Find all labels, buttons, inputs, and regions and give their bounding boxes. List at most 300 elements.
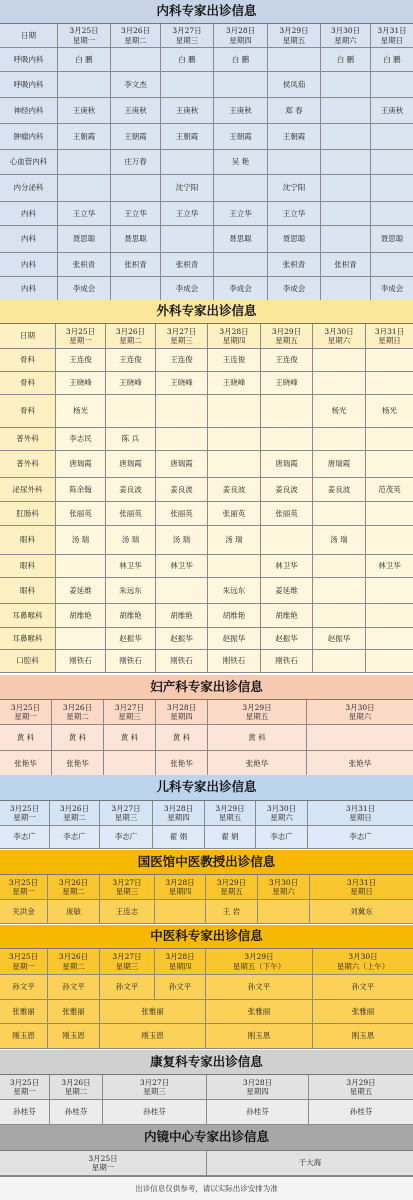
date-label: 3月27日 bbox=[111, 803, 141, 813]
cell-text: 王立华 bbox=[282, 208, 306, 218]
weekday-label: 星期五 bbox=[275, 336, 298, 345]
date-label: 日期 bbox=[20, 331, 35, 341]
department-cell bbox=[0, 48, 58, 72]
date-label: 3月27日 bbox=[172, 26, 202, 36]
doctor-cell bbox=[106, 478, 156, 502]
doctor-cell bbox=[58, 48, 111, 72]
doctor-cell bbox=[100, 975, 155, 1000]
schedule-table bbox=[0, 801, 413, 849]
doctor-cell bbox=[214, 48, 268, 72]
cell-text: 王庚秋 bbox=[380, 105, 404, 115]
department-cell bbox=[0, 202, 58, 226]
date-header-cell bbox=[366, 324, 413, 349]
date-header-cell bbox=[261, 324, 313, 349]
doctor-cell bbox=[313, 578, 366, 604]
weekday-label: 星期四 bbox=[229, 35, 252, 45]
section-zhongyike bbox=[0, 925, 413, 1049]
cell-text: 肿瘤内科 bbox=[13, 131, 44, 141]
cell-text: 关洪金 bbox=[12, 906, 35, 916]
department-cell bbox=[0, 428, 56, 451]
date-label: 3月25日 bbox=[8, 877, 39, 887]
cell-text: 内科 bbox=[21, 259, 36, 269]
doctor-cell bbox=[207, 1100, 309, 1125]
cell-text: 耳鼻喉科 bbox=[12, 610, 43, 620]
date-label: 3月29日 bbox=[346, 1077, 376, 1087]
doctor-cell bbox=[52, 725, 104, 751]
date-label: 3月27日 bbox=[166, 326, 197, 336]
doctor-cell bbox=[156, 578, 208, 604]
doctor-cell bbox=[207, 1151, 413, 1176]
date-label: 3月28日 bbox=[242, 1077, 273, 1087]
cell-text: 唐瑞霞 bbox=[69, 459, 92, 469]
weekday-label: 星期三 bbox=[170, 336, 193, 345]
weekday-label: 星期二 bbox=[62, 887, 85, 896]
cell-text: 聂思聪 bbox=[380, 234, 404, 244]
cell-text: 李成会 bbox=[175, 284, 199, 294]
date-header-cell bbox=[0, 324, 56, 349]
weekday-label: 星期六 bbox=[270, 813, 293, 822]
schedule-table bbox=[0, 875, 413, 924]
cell-text: 孙文平 bbox=[247, 982, 271, 992]
section-guoyiguan bbox=[0, 850, 413, 924]
doctor-cell bbox=[58, 72, 111, 98]
doctor-cell bbox=[268, 175, 321, 202]
cell-text: 呼吸内科 bbox=[13, 79, 44, 89]
weekday-label: 星期一 bbox=[13, 1087, 36, 1096]
cell-text: 内科 bbox=[21, 284, 36, 294]
weekday-label: 星期一 bbox=[69, 336, 92, 345]
date-header-cell bbox=[50, 801, 100, 826]
cell-text: 张雅丽 bbox=[141, 1006, 164, 1016]
doctor-cell bbox=[261, 526, 313, 555]
section-title: 儿科专家出诊信息 bbox=[0, 775, 413, 801]
department-cell bbox=[0, 226, 58, 253]
doctor-cell bbox=[366, 555, 413, 578]
cell-text: 张枳青 bbox=[72, 259, 96, 269]
doctor-cell bbox=[161, 48, 214, 72]
doctor-cell bbox=[208, 751, 307, 778]
doctor-cell bbox=[208, 604, 261, 628]
cell-text: 胡维艳 bbox=[170, 610, 193, 620]
doctor-cell bbox=[56, 604, 106, 628]
cell-text: 内科 bbox=[21, 208, 36, 218]
cell-text: 朱远东 bbox=[222, 585, 246, 595]
cell-text: 孙文平 bbox=[351, 982, 375, 992]
weekday-label: 星期二 bbox=[66, 712, 89, 721]
doctor-cell bbox=[313, 1024, 413, 1049]
date-header-cell bbox=[56, 324, 106, 349]
doctor-cell bbox=[371, 253, 413, 277]
cell-text: 张丽英 bbox=[222, 508, 246, 518]
cell-text: 孙桂芬 bbox=[246, 1107, 269, 1117]
date-label: 3月30日 bbox=[330, 26, 361, 36]
doctor-cell bbox=[261, 451, 313, 478]
department-cell bbox=[0, 150, 58, 175]
date-header-cell bbox=[48, 949, 100, 975]
cell-text: 王朝霞 bbox=[282, 131, 306, 141]
cell-text: 白 鹏 bbox=[383, 54, 401, 64]
cell-text: 黄 科 bbox=[120, 732, 139, 742]
cell-text: 王晓峰 bbox=[69, 378, 92, 388]
cell-text: 聂思聪 bbox=[72, 234, 96, 244]
cell-text: 黄 科 bbox=[68, 732, 87, 742]
date-header-cell bbox=[0, 700, 52, 725]
weekday-label: 星期四 bbox=[168, 887, 192, 896]
doctor-cell bbox=[100, 1000, 206, 1024]
doctor-cell bbox=[261, 502, 313, 526]
date-label: 3月28日 bbox=[165, 877, 195, 887]
doctor-cell bbox=[56, 628, 106, 650]
date-header-cell bbox=[206, 949, 313, 975]
cell-text: 神经内科 bbox=[13, 105, 44, 115]
date-header-cell bbox=[0, 1075, 50, 1100]
doctor-cell bbox=[268, 48, 321, 72]
cell-text: 刚铁石 bbox=[222, 656, 246, 666]
doctor-cell bbox=[156, 478, 208, 502]
cell-text: 泌尿外科 bbox=[12, 484, 43, 494]
weekday-label: 星期一 bbox=[12, 887, 35, 896]
doctor-cell bbox=[261, 628, 313, 650]
doctor-cell bbox=[313, 451, 366, 478]
doctor-cell bbox=[366, 395, 413, 428]
cell-text: 王立华 bbox=[175, 208, 199, 218]
date-label: 3月28日 bbox=[163, 803, 194, 813]
cell-text: 沈宁阳 bbox=[282, 183, 306, 193]
doctor-cell bbox=[208, 502, 261, 526]
section-title: 内镜中心专家出诊信息 bbox=[0, 1125, 413, 1151]
weekday-label: 星期三 bbox=[175, 35, 199, 45]
cell-text: 林卫华 bbox=[170, 561, 193, 571]
cell-text: 汤 瑞 bbox=[121, 535, 140, 545]
doctor-cell bbox=[56, 555, 106, 578]
doctor-cell bbox=[366, 628, 413, 650]
weekday-label: 星期四 bbox=[167, 813, 190, 822]
doctor-cell bbox=[313, 628, 366, 650]
doctor-cell bbox=[58, 124, 111, 150]
date-header-cell bbox=[0, 801, 50, 826]
cell-text: 赵振华 bbox=[119, 633, 142, 643]
section-title: 国医馆中医教授出诊信息 bbox=[0, 850, 413, 875]
cell-text: 孙文平 bbox=[62, 982, 85, 992]
date-header-cell bbox=[100, 801, 153, 826]
cell-text: 李文杰 bbox=[124, 79, 147, 89]
doctor-cell bbox=[111, 253, 161, 277]
date-header-cell bbox=[0, 24, 58, 48]
doctor-cell bbox=[371, 202, 413, 226]
weekday-label: 星期五 bbox=[220, 887, 243, 896]
doctor-cell bbox=[208, 650, 261, 673]
doctor-cell bbox=[313, 1000, 413, 1024]
doctor-cell bbox=[156, 650, 208, 673]
doctor-cell bbox=[307, 725, 413, 751]
weekday-label: 星期四 bbox=[170, 712, 193, 721]
cell-text: 3月25日 bbox=[88, 1153, 118, 1163]
doctor-cell bbox=[313, 555, 366, 578]
weekday-label: 星期日 bbox=[349, 813, 372, 822]
cell-text: 王朝霞 bbox=[72, 131, 96, 141]
cell-text: 范茂英 bbox=[378, 484, 401, 494]
date-label: 3月25日 bbox=[65, 326, 96, 336]
cell-text: 张艳华 bbox=[245, 759, 269, 769]
doctor-cell bbox=[366, 604, 413, 628]
doctor-cell bbox=[208, 555, 261, 578]
cell-text: 黄 科 bbox=[172, 732, 191, 742]
department-cell bbox=[0, 502, 56, 526]
date-header-cell bbox=[52, 700, 104, 725]
doctor-cell bbox=[268, 277, 321, 302]
cell-text: 张枳青 bbox=[124, 259, 147, 269]
cell-text: 唐瑞霞 bbox=[119, 459, 142, 469]
cell-text: 姜良波 bbox=[119, 484, 142, 494]
doctor-cell bbox=[106, 604, 156, 628]
cell-text: 白 鹏 bbox=[178, 54, 196, 64]
section-fuchanke bbox=[0, 675, 413, 778]
doctor-cell bbox=[106, 555, 156, 578]
cell-text: 王立华 bbox=[229, 208, 252, 218]
doctor-cell bbox=[321, 150, 371, 175]
department-cell bbox=[0, 628, 56, 650]
doctor-cell bbox=[313, 975, 413, 1000]
doctor-cell bbox=[161, 226, 214, 253]
cell-text: 沈宁阳 bbox=[175, 183, 199, 193]
cell-text: 王庚秋 bbox=[124, 105, 147, 115]
date-label: 3月30日 bbox=[266, 803, 297, 813]
cell-text: 吴 艳 bbox=[231, 157, 250, 167]
cell-text: 张雅丽 bbox=[62, 1006, 85, 1016]
date-header-cell bbox=[153, 801, 205, 826]
cell-text: 李志广 bbox=[270, 832, 293, 842]
weekday-label: 星期六 bbox=[348, 712, 372, 721]
cell-text: 汤 瑞 bbox=[330, 535, 348, 545]
doctor-cell bbox=[214, 124, 268, 150]
doctor-cell bbox=[56, 428, 106, 451]
date-header-cell bbox=[313, 324, 366, 349]
cell-text: 张艳华 bbox=[14, 759, 37, 769]
doctor-cell bbox=[321, 202, 371, 226]
doctor-cell bbox=[106, 628, 156, 650]
cell-text: 黄 科 bbox=[16, 732, 35, 742]
cell-text: 王连俊 bbox=[170, 355, 193, 365]
doctor-cell bbox=[111, 98, 161, 124]
doctor-cell bbox=[56, 578, 106, 604]
doctor-cell bbox=[371, 226, 413, 253]
doctor-cell bbox=[104, 725, 156, 751]
cell-text: 张丽英 bbox=[275, 508, 298, 518]
cell-text: 张枳青 bbox=[334, 259, 357, 269]
date-label: 3月26日 bbox=[59, 803, 90, 813]
date-label: 3月25日 bbox=[10, 702, 41, 712]
section-erke bbox=[0, 775, 413, 849]
date-header-cell bbox=[103, 1075, 207, 1100]
cell-text: 赵振华 bbox=[327, 633, 351, 643]
cell-text: 胡维艳 bbox=[275, 610, 298, 620]
doctor-cell bbox=[307, 751, 413, 778]
cell-text: 肛肠科 bbox=[16, 508, 39, 518]
department-cell bbox=[0, 650, 56, 673]
cell-text: 刚铁石 bbox=[69, 656, 92, 666]
doctor-cell bbox=[161, 253, 214, 277]
doctor-cell bbox=[268, 124, 321, 150]
doctor-cell bbox=[155, 975, 206, 1000]
cell-text: 杨光 bbox=[382, 406, 397, 416]
date-label: 3月25日 bbox=[9, 803, 40, 813]
cell-text: 普外科 bbox=[16, 459, 39, 469]
cell-text: 白 鹏 bbox=[336, 54, 355, 64]
doctor-cell bbox=[58, 175, 111, 202]
cell-text: 王连俊 bbox=[69, 355, 92, 365]
doctor-cell bbox=[58, 98, 111, 124]
weekday-label: 星期二 bbox=[124, 35, 147, 45]
schedule-table bbox=[0, 324, 413, 673]
cell-text: 王 岩 bbox=[222, 906, 241, 916]
section-title: 康复科专家出诊信息 bbox=[0, 1050, 413, 1075]
doctor-cell bbox=[56, 502, 106, 526]
date-label: 3月27日 bbox=[139, 1077, 170, 1087]
doctor-cell bbox=[208, 451, 261, 478]
section-title: 外科专家出诊信息 bbox=[0, 300, 413, 324]
doctor-cell bbox=[100, 826, 153, 849]
doctor-cell bbox=[313, 604, 366, 628]
cell-text: 唐瑞霞 bbox=[327, 459, 351, 469]
department-cell bbox=[0, 349, 56, 372]
doctor-cell bbox=[214, 253, 268, 277]
cell-text: 眼科 bbox=[20, 535, 35, 545]
doctor-cell bbox=[0, 1100, 50, 1125]
weekday-label: 星期五（下午） bbox=[232, 961, 286, 971]
department-cell bbox=[0, 526, 56, 555]
schedule-table bbox=[0, 24, 413, 302]
doctor-cell bbox=[0, 1000, 48, 1024]
doctor-cell bbox=[58, 277, 111, 302]
weekday-label: 星期六 bbox=[334, 35, 357, 45]
date-label: 3月26日 bbox=[58, 877, 89, 887]
date-header-cell bbox=[308, 801, 413, 826]
doctor-cell bbox=[268, 98, 321, 124]
doctor-cell bbox=[48, 1024, 100, 1049]
date-header-cell bbox=[50, 1075, 103, 1100]
doctor-cell bbox=[106, 349, 156, 372]
doctor-cell bbox=[111, 202, 161, 226]
cell-text: 汤 瑞 bbox=[225, 535, 243, 545]
cell-text: 星期一 bbox=[91, 1163, 115, 1172]
doctor-cell bbox=[310, 900, 413, 924]
doctor-cell bbox=[214, 277, 268, 302]
doctor-cell bbox=[111, 72, 161, 98]
schedule-table bbox=[0, 700, 413, 778]
doctor-cell bbox=[258, 900, 310, 924]
doctor-cell bbox=[161, 124, 214, 150]
date-label: 3月31日 bbox=[346, 877, 377, 887]
cell-text: 陈 兵 bbox=[121, 434, 140, 444]
cell-text: 杨光 bbox=[331, 406, 347, 416]
doctor-cell bbox=[0, 975, 48, 1000]
doctor-cell bbox=[366, 349, 413, 372]
cell-text: 侯凤茹 bbox=[282, 79, 306, 89]
date-label: 3月30日 bbox=[345, 702, 375, 712]
department-cell bbox=[0, 72, 58, 98]
date-header-cell bbox=[214, 24, 268, 48]
cell-text: 胡维艳 bbox=[119, 610, 142, 620]
doctor-cell bbox=[261, 650, 313, 673]
date-label: 3月29日 bbox=[279, 26, 309, 36]
weekday-label: 星期四 bbox=[168, 961, 192, 971]
doctor-cell bbox=[111, 48, 161, 72]
schedule-table bbox=[0, 949, 413, 1049]
weekday-label: 星期六 bbox=[272, 887, 295, 896]
doctor-cell bbox=[214, 175, 268, 202]
section-neike bbox=[0, 0, 413, 302]
date-header-cell bbox=[48, 875, 100, 900]
date-label: 3月26日 bbox=[62, 702, 93, 712]
doctor-cell bbox=[261, 478, 313, 502]
doctor-cell bbox=[268, 253, 321, 277]
doctor-cell bbox=[366, 578, 413, 604]
weekday-label: 星期三 bbox=[115, 961, 139, 971]
cell-text: 姜延维 bbox=[69, 585, 92, 595]
cell-text: 口腔科 bbox=[16, 656, 39, 666]
weekday-label: 星期四 bbox=[222, 336, 246, 345]
cell-text: 王晓峰 bbox=[222, 378, 246, 388]
cell-text: 眼科 bbox=[20, 585, 35, 595]
cell-text: 赵振华 bbox=[170, 633, 193, 643]
doctor-cell bbox=[206, 1024, 313, 1049]
date-header-cell bbox=[321, 24, 371, 48]
doctor-cell bbox=[268, 202, 321, 226]
department-cell bbox=[0, 478, 56, 502]
cell-text: 普外科 bbox=[16, 434, 39, 444]
date-header-cell bbox=[309, 1075, 413, 1100]
doctor-cell bbox=[206, 975, 313, 1000]
weekday-label: 星期五 bbox=[282, 35, 306, 45]
weekday-label: 星期二 bbox=[62, 961, 85, 971]
date-label: 3月30日 bbox=[324, 326, 354, 336]
doctor-cell bbox=[313, 650, 366, 673]
doctor-cell bbox=[371, 175, 413, 202]
cell-text: 姜良波 bbox=[170, 484, 193, 494]
doctor-cell bbox=[111, 124, 161, 150]
cell-text: 林卫华 bbox=[119, 561, 142, 571]
weekday-label: 星期六（上午） bbox=[336, 961, 390, 971]
date-header-cell bbox=[206, 875, 258, 900]
section-waike bbox=[0, 300, 413, 673]
doctor-cell bbox=[58, 253, 111, 277]
date-header-cell bbox=[104, 700, 156, 725]
department-cell bbox=[0, 175, 58, 202]
date-header-cell bbox=[0, 875, 48, 900]
doctor-cell bbox=[156, 751, 208, 778]
department-cell bbox=[0, 372, 56, 395]
cell-text: 张艳华 bbox=[66, 759, 89, 769]
doctor-cell bbox=[161, 72, 214, 98]
doctor-cell bbox=[111, 226, 161, 253]
date-label: 3月29日 bbox=[216, 877, 247, 887]
date-header-cell bbox=[268, 24, 321, 48]
cell-text: 王庚秋 bbox=[72, 105, 96, 115]
doctor-cell bbox=[156, 349, 208, 372]
doctor-cell bbox=[309, 1100, 413, 1125]
doctor-cell bbox=[214, 202, 268, 226]
department-cell bbox=[0, 124, 58, 150]
date-label: 3月29日 bbox=[244, 952, 274, 962]
doctor-cell bbox=[366, 478, 413, 502]
doctor-cell bbox=[321, 124, 371, 150]
date-header-cell bbox=[111, 24, 161, 48]
doctor-cell bbox=[0, 1151, 207, 1176]
doctor-cell bbox=[366, 526, 413, 555]
cell-text: 白 鹏 bbox=[231, 54, 250, 64]
doctor-cell bbox=[50, 826, 100, 849]
cell-text: 庄万春 bbox=[124, 157, 147, 167]
